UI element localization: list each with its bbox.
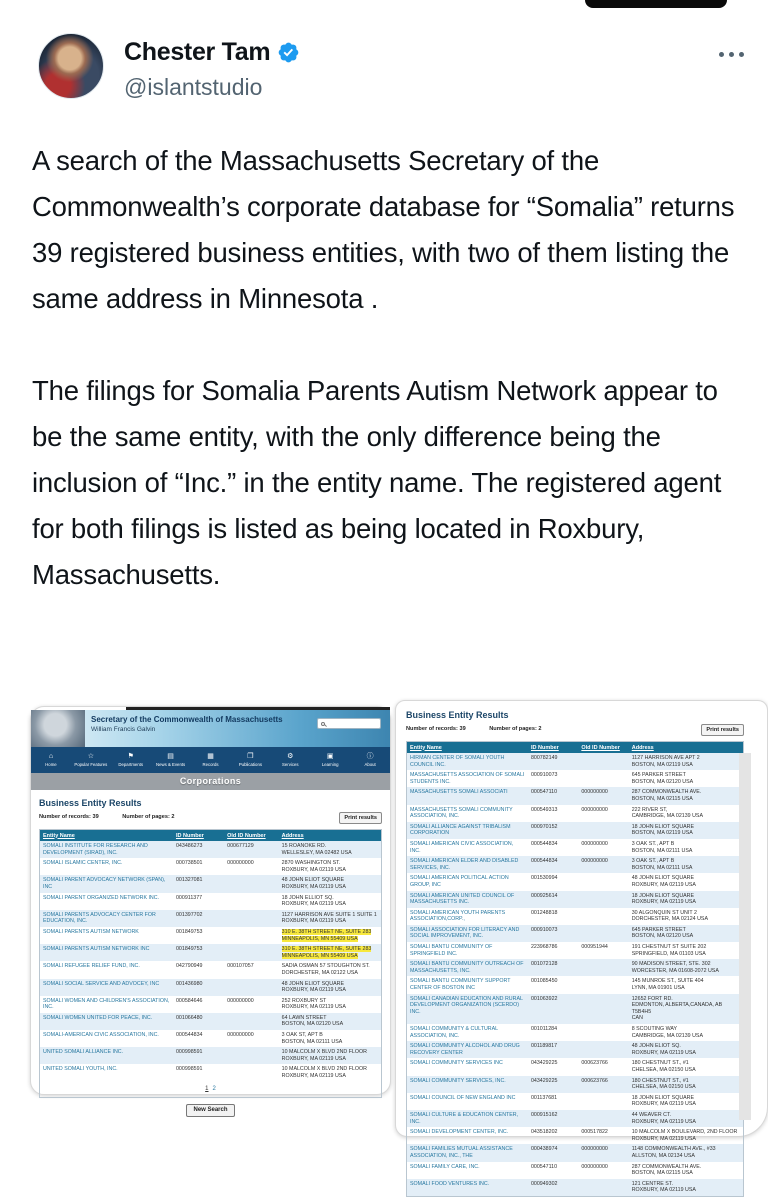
address: 48 JOHN ELIOT SQUARE ROXBURY, MA 02119 USA <box>279 979 381 996</box>
old-id-number: 000000000 <box>578 856 628 873</box>
nav-label: About <box>364 762 376 767</box>
page-link-2[interactable]: 2 <box>212 1085 216 1092</box>
table-row <box>407 891 743 908</box>
entity-link[interactable]: SOMALI AMERICAN CIVIC ASSOCIATION, INC. <box>410 840 514 854</box>
id-number: 001137681 <box>530 1094 558 1101</box>
top-black-bar <box>585 0 727 8</box>
table-row <box>407 787 743 804</box>
nav-label: Publications <box>238 762 262 767</box>
results-heading: Business Entity Results <box>39 798 142 808</box>
id-number: 043429225 <box>528 1076 578 1093</box>
table-row <box>407 1127 743 1144</box>
column-header[interactable]: Old ID Number <box>578 742 628 753</box>
column-header[interactable]: ID Number <box>173 830 224 841</box>
id-number: 001189817 <box>528 1041 578 1058</box>
id-number: 000998591 <box>173 1047 224 1064</box>
table-row <box>40 910 381 927</box>
entity-results-table-left <box>40 830 381 1082</box>
entity-link[interactable]: SOMALI PARENT ADVOCACY NETWORK (SPAN), INC <box>43 877 166 890</box>
old-id-number: 000677129 <box>224 841 279 858</box>
id-number: 001327081 <box>173 875 224 892</box>
id-number: 000915162 <box>528 1110 578 1127</box>
id-number: 000547110 <box>528 787 578 804</box>
table-row <box>407 976 743 993</box>
column-header[interactable]: Entity Name <box>407 742 528 753</box>
old-id-number <box>578 1024 628 1041</box>
id-number: 001072128 <box>528 959 578 976</box>
old-id-number <box>224 893 279 910</box>
entity-link[interactable]: SOMALI COMMUNITY SERVICES INC <box>410 1060 503 1067</box>
site-header <box>31 710 390 747</box>
address: 222 RIVER ST, CAMBRIDGE, MA 02139 USA <box>631 806 703 820</box>
address: 180 CHESTNUT ST., #1 CHELSEA, MA 02150 USA <box>631 1060 696 1073</box>
entity-link[interactable]: SOMALI ALLIANCE AGAINST TRIBALISM CORPORATION <box>410 823 511 837</box>
table-row <box>407 873 743 890</box>
address: 3 OAK ST., APT B BOSTON, MA 02111 USA <box>631 840 693 854</box>
id-number: 000970152 <box>528 822 578 839</box>
address: 310 E. 38TH STREET NE, SUITE 283 MINNEAPOLIS, MN 55409 USA <box>279 944 381 961</box>
entity-link[interactable]: SOMALI FAMILY CARE, INC. <box>410 1163 480 1170</box>
old-id-number: 000517822 <box>581 1129 608 1136</box>
old-id-number <box>578 1110 628 1127</box>
entity-link[interactable]: SOMALI AMERICAN UNITED COUNCIL OF MASSACHUSETTS INC. <box>410 892 515 906</box>
entity-link[interactable]: SOMALI AMERICAN YOUTH PARENTS ASSOCIATION,CORP., <box>410 909 506 923</box>
column-header[interactable]: Entity Name <box>40 830 173 841</box>
entity-link[interactable]: SOMALI BANTU COMMUNITY OF SPRINGFIELD INC. <box>410 944 493 957</box>
old-id-number: 000000000 <box>581 806 608 813</box>
entity-link[interactable]: SOMALI ISLAMIC CENTER, INC. <box>43 860 123 867</box>
entity-link[interactable]: SOMALI PARENTS AUTISM NETWORK INC <box>43 946 150 953</box>
old-id-number <box>578 925 628 942</box>
old-id-number: 000000000 <box>578 787 628 804</box>
id-number: 000911377 <box>175 894 203 901</box>
old-id-number <box>224 979 279 996</box>
pages-count: Number of pages: 2 <box>489 726 542 732</box>
id-number: 000910073 <box>530 772 558 779</box>
id-number: 000547110 <box>530 1163 558 1170</box>
entity-link[interactable]: SOMALI COMMUNITY ALCOHOL AND DRUG RECOVERY CENTER <box>410 1043 520 1056</box>
old-id-number: 000623766 <box>581 1060 608 1067</box>
entity-link[interactable]: MASSACHUSETTS ASSOCIATION OF SOMALI STUDENTS INC. <box>410 772 525 785</box>
id-number: 001397702 <box>173 910 224 927</box>
id-number: 001849753 <box>173 944 224 961</box>
dot-icon <box>729 52 734 57</box>
address: 18 JOHN ELIOT SQUARE ROXBURY, MA 02119 USA <box>631 1094 696 1108</box>
nav-item-home[interactable] <box>31 747 71 773</box>
site-subtitle: William Francis Galvin <box>91 726 156 733</box>
id-number: 043486273 <box>173 841 224 858</box>
entity-link[interactable]: SOMALI WOMEN AND CHILDREN'S ASSOCIATION, INC. <box>43 997 170 1011</box>
old-id-number <box>578 959 628 976</box>
id-number: 800782149 <box>528 753 578 770</box>
author-block <box>124 38 300 101</box>
table-row <box>40 1030 381 1047</box>
id-number: 042790949 <box>175 963 203 970</box>
address: 10 MALCOLM X BLVD 2ND FLOOR ROXBURY, MA 02119 USA <box>279 1047 381 1064</box>
table-row <box>407 994 743 1024</box>
table-row <box>40 1064 381 1081</box>
table-row <box>407 753 743 770</box>
entity-link[interactable]: SOMALI REFUGEE RELIEF FUND, INC. <box>43 963 140 970</box>
address: 15 ROANOKE RD. WELLESLEY, MA 02482 USA <box>279 841 381 858</box>
gear-icon: ⚙ <box>287 753 294 760</box>
dot-icon <box>739 52 744 57</box>
table-row <box>407 1024 743 1041</box>
new-search-button[interactable]: New Search <box>186 1104 234 1117</box>
old-id-number: 000951944 <box>581 944 608 951</box>
old-id-number <box>224 927 279 944</box>
records-count: Number of records: 39 <box>39 814 99 820</box>
star-icon: ☆ <box>87 753 94 760</box>
entity-link[interactable]: HIRMAN CENTER OF SOMALI YOUTH COUNCIL INC. <box>410 755 505 768</box>
table-row <box>407 770 743 787</box>
entity-link[interactable]: SOMALI COUNCIL OF NEW ENGLAND INC <box>410 1094 516 1101</box>
address: 18 JOHN ELIOT SQUARE BOSTON, MA 02119 USA <box>629 822 743 839</box>
table-row <box>407 959 743 976</box>
entity-link[interactable]: MASSACHUSETTS SOMALI ASSOCIATI <box>410 789 508 796</box>
entity-link[interactable]: SOMALI PARENTS AUTISM NETWORK <box>43 928 139 935</box>
results-heading: Business Entity Results <box>406 710 509 720</box>
id-number: 001248818 <box>530 909 558 916</box>
old-id-number <box>224 910 279 927</box>
old-id-number <box>578 753 628 770</box>
address: 121 CENTRE ST. ROXBURY, MA 02119 USA <box>629 1179 743 1196</box>
entity-link[interactable]: SOMALI AMERICAN ELDER AND DISABLED SERVICES, INC. <box>410 858 519 871</box>
table-row <box>407 1162 743 1179</box>
nav-item-services[interactable] <box>270 747 310 773</box>
id-number: 000544834 <box>175 1032 203 1039</box>
id-number: 000949302 <box>528 1179 578 1196</box>
address: 645 PARKER STREET BOSTON, MA 02120 USA <box>631 772 694 785</box>
avatar[interactable] <box>38 33 104 99</box>
old-id-number <box>578 994 628 1024</box>
nav-label: Popular Features <box>74 762 108 767</box>
entity-link[interactable]: SOMALI FAMILIES MUTUAL ASSISTANCE ASSOCIATION, INC., THE <box>410 1146 513 1159</box>
entity-link[interactable]: SOMALI PARENT ORGANIZED NETWORK INC. <box>43 894 160 901</box>
nav-label: Learning <box>321 762 339 767</box>
table-row <box>40 996 381 1013</box>
address: 18 JOHN ELLIOT SQ. ROXBURY, MA 02119 USA <box>281 894 346 908</box>
old-id-number <box>224 1064 279 1081</box>
id-number: 000544834 <box>528 856 578 873</box>
old-id-number <box>578 822 628 839</box>
table-row <box>407 1179 743 1196</box>
id-number: 043429225 <box>530 1060 558 1067</box>
old-id-number: 000107057 <box>227 963 254 970</box>
id-number: 000998591 <box>175 1066 203 1073</box>
address: 645 PARKER STREET BOSTON, MA 02120 USA <box>629 925 743 942</box>
home-icon: ⌂ <box>48 753 54 760</box>
records-count: Number of records: 39 <box>406 726 466 732</box>
table-row <box>407 1058 743 1075</box>
old-id-number: 000000000 <box>227 997 254 1004</box>
entity-link[interactable]: UNITED SOMALI YOUTH, INC. <box>43 1066 118 1073</box>
table-row <box>40 961 381 978</box>
table-row <box>407 925 743 942</box>
column-header[interactable]: Address <box>629 742 743 753</box>
nav-item-records[interactable] <box>191 747 231 773</box>
corporations-banner: Corporations <box>31 773 390 790</box>
entity-link[interactable]: SOMALI FOOD VENTURES INC. <box>410 1180 490 1187</box>
address: 145 MUNROE ST., SUITE 404 LYNN, MA 01901 USA <box>631 978 704 992</box>
id-number: 000738501 <box>175 860 203 867</box>
table-row <box>407 822 743 839</box>
results-section-left <box>31 790 390 1117</box>
old-id-number <box>578 1041 628 1058</box>
address: 48 JOHN ELIOT SQ. ROXBURY, MA 02119 USA <box>629 1041 743 1058</box>
table-row <box>407 942 743 959</box>
address: 44 WEAVER CT. ROXBURY, MA 02119 USA <box>629 1110 743 1127</box>
address: 1127 HARRISON AVE APT 2 BOSTON, MA 02119 USA <box>629 753 743 770</box>
nav-item-learning[interactable] <box>310 747 350 773</box>
nav-item-popular-features[interactable] <box>71 747 111 773</box>
id-number: 000438974 <box>528 1144 578 1161</box>
id-number: 000549313 <box>530 806 558 813</box>
print-results-button[interactable]: Print results <box>339 812 382 824</box>
entity-link[interactable]: SOMALI CANADIAN EDUCATION AND RURAL DEVELOPMENT ORGANIZATION (SCERDO) INC. <box>410 995 523 1015</box>
column-header[interactable]: Old ID Number <box>224 830 279 841</box>
table-row <box>40 893 381 910</box>
tweet-image-attachment[interactable] <box>0 700 768 1194</box>
nav-label: News & Events <box>156 762 186 767</box>
address: 3 OAK ST., APT B BOSTON, MA 02111 USA <box>629 856 743 873</box>
verified-badge-icon <box>277 41 300 64</box>
newspaper-icon: ▤ <box>167 753 174 760</box>
entity-link[interactable]: MASSACHUSETTS SOMALI COMMUNITY ASSOCIATION, INC. <box>410 806 513 820</box>
address: 90 MADISON STREET, STE. 302 WORCESTER, MA 01608-2072 USA <box>629 959 743 976</box>
tweet-paragraph: A search of the Massachusetts Secretary of the Commonwealth’s corporate database for “Somalia” returns 39 registered business entities, with two of them listing the same address in Minnesota . <box>32 145 735 314</box>
old-id-number: 000000000 <box>578 1144 628 1161</box>
site-search-input[interactable] <box>317 718 381 729</box>
address: 287 COMMONWEALTH AVE. BOSTON, MA 02115 USA <box>631 1163 702 1177</box>
address: 8 SCOUTING WAY CAMBRIDGE, MA 02139 USA <box>631 1026 703 1039</box>
table-row <box>40 1013 381 1030</box>
address: 3 OAK ST, APT B BOSTON, MA 02111 USA <box>281 1032 343 1045</box>
old-id-number <box>224 875 279 892</box>
screenshot-left <box>30 706 391 1114</box>
nav-item-publications[interactable] <box>230 747 270 773</box>
display-name[interactable]: Chester Tam <box>124 38 271 66</box>
address: 252 ROXBURY ST ROXBURY, MA 02119 USA <box>281 997 346 1011</box>
address: 30 ALGONQUIN ST UNIT 2 DORCHESTER, MA 02124 USA <box>631 909 708 923</box>
entity-link[interactable]: SOMALI CULTURE & EDUCATION CENTER, INC. <box>410 1111 519 1125</box>
address: 180 CHESTNUT ST., #1 CHELSEA, MA 02150 USA <box>629 1076 743 1093</box>
table-row <box>40 979 381 996</box>
address: 10 MALCOLM X BLVD 2ND FLOOR ROXBURY, MA 02119 USA <box>281 1066 367 1080</box>
address: SADIA OSMAN 57 STOUGHTON ST. DORCHESTER, MA 02122 USA <box>281 963 370 976</box>
departments-icon: ⚑ <box>127 753 134 760</box>
galvin-photo <box>31 710 85 747</box>
old-id-number <box>578 891 628 908</box>
address: 12652 FORT RD. EDMONTON, ALBERTA,CANADA, AB T5B4H5 CAN <box>629 994 743 1024</box>
id-number: 001530994 <box>530 875 558 882</box>
address: 287 COMMONWEALTH AVE. BOSTON, MA 02115 USA <box>629 787 743 804</box>
nav-item-departments[interactable] <box>111 747 151 773</box>
id-number: 001849753 <box>175 928 203 935</box>
pagination <box>40 1082 381 1097</box>
address: 191 CHESTNUT ST SUITE 202 SPRINGFIELD, MA 01103 USA <box>631 944 707 957</box>
entity-link[interactable]: SOMALI PARENTS ADVOCACY CENTER FOR EDUCATION, INC. <box>43 911 156 925</box>
entity-link[interactable]: SOMALI AMERICAN POLITICAL ACTION GROUP, INC <box>410 875 509 888</box>
table-row <box>407 1041 743 1058</box>
id-number: 043518202 <box>530 1129 558 1136</box>
column-header[interactable]: Address <box>279 830 381 841</box>
table-row <box>407 1093 743 1110</box>
old-id-number <box>224 1047 279 1064</box>
entity-link[interactable]: SOMALI INSTITUTE FOR RESEARCH AND DEVELOPMENT (SIRAD), INC. <box>43 843 148 856</box>
old-id-number <box>578 908 628 925</box>
entity-results-table-right <box>407 742 743 1196</box>
old-id-number <box>578 976 628 993</box>
pages-count: Number of pages: 2 <box>122 814 175 820</box>
address: 1148 COMMONWEALTH AVE., #33 ALLSTON, MA 02134 USA <box>629 1144 743 1161</box>
screenshot-right <box>395 700 768 1194</box>
page-link-1[interactable]: 1 <box>205 1085 209 1092</box>
old-id-number: 000000000 <box>581 840 608 847</box>
address: 310 E. 38TH STREET NE, SUITE 283 MINNEAPOLIS, MN 55409 USA <box>281 928 372 942</box>
address: 64 LAWN STREET BOSTON, MA 02120 USA <box>279 1013 381 1030</box>
table-row <box>407 839 743 856</box>
entity-link[interactable]: SOMALI COMMUNITY SERVICES, INC. <box>410 1077 506 1084</box>
id-number: 001063922 <box>528 994 578 1024</box>
old-id-number <box>224 944 279 961</box>
nav-item-news-events[interactable] <box>151 747 191 773</box>
id-number: 223968786 <box>530 944 558 951</box>
entity-link[interactable]: SOMALI WOMEN UNITED FOR PEACE, INC. <box>43 1014 153 1021</box>
nav-label: Records <box>202 762 219 767</box>
nav-label: Services <box>282 762 299 767</box>
table-row <box>40 875 381 892</box>
table-row <box>407 1144 743 1161</box>
column-header[interactable]: ID Number <box>528 742 578 753</box>
table-row <box>40 1047 381 1064</box>
table-row <box>407 908 743 925</box>
info-icon: ⓘ <box>366 753 374 760</box>
address: 1127 HARRISON AVE SUITE 1 SUITE 1 ROXBURY, MA 02119 USA <box>279 910 381 927</box>
book-icon: ❐ <box>247 753 254 760</box>
table-row <box>407 856 743 873</box>
old-id-number <box>578 873 628 890</box>
old-id-number <box>224 1013 279 1030</box>
tweet-paragraph: The filings for Somalia Parents Autism Network appear to be the same entity, with the only difference being the inclusion of “Inc.” in the entity name. The registered agent for both filings is listed as being located in Roxbury, Massachusetts. <box>32 375 722 590</box>
id-number: 001066480 <box>173 1013 224 1030</box>
table-row <box>407 1076 743 1093</box>
id-number: 001011284 <box>530 1026 558 1032</box>
entity-link[interactable]: SOMALI BANTU COMMUNITY OUTREACH OF MASSACHUSETTS, INC. <box>410 961 524 974</box>
dot-icon <box>719 52 724 57</box>
table-row <box>40 927 381 944</box>
old-id-number: 000000000 <box>227 860 254 867</box>
address: 48 JOHN ELIOT SQUARE ROXBURY, MA 02119 USA <box>631 875 696 888</box>
old-id-number <box>578 1093 628 1110</box>
nav-label: Home <box>45 762 57 767</box>
table-row <box>40 858 381 875</box>
entity-link[interactable]: SOMALI BANTU COMMUNITY SUPPORT CENTER OF BOSTON INC <box>410 978 511 992</box>
search-icon <box>321 722 325 726</box>
nav-item-about[interactable] <box>350 747 390 773</box>
tweet-text <box>32 138 740 644</box>
id-number: 001436980 <box>173 979 224 996</box>
more-options-button[interactable] <box>719 52 744 57</box>
old-id-number: 000000000 <box>227 1032 254 1039</box>
table-row <box>40 944 381 961</box>
id-number: 000544834 <box>530 840 558 847</box>
entity-link[interactable]: SOMALI SOCIAL SERVICE AND ADVOCEY, INC <box>43 980 160 987</box>
id-number: 000925614 <box>528 891 578 908</box>
site-nav-bar <box>31 747 390 773</box>
old-id-number: 000623766 <box>578 1076 628 1093</box>
entity-link[interactable]: SOMALI COMMUNITY & CULTURAL ASSOCIATION, INC. <box>410 1026 498 1039</box>
print-results-button[interactable]: Print results <box>701 724 744 736</box>
nav-label: Departments <box>118 762 144 767</box>
scrollbar[interactable] <box>739 753 751 1120</box>
table-row <box>40 841 381 858</box>
old-id-number <box>578 1179 628 1196</box>
site-title: Secretary of the Commonwealth of Massachusetts <box>91 715 283 724</box>
monitor-icon: ▣ <box>326 753 334 760</box>
entity-link[interactable]: UNITED SOMALI ALLIANCE INC. <box>43 1049 124 1056</box>
id-number: 000910073 <box>528 925 578 942</box>
entity-link[interactable]: SOMALI ASSOCIATION FOR LITERACY AND SOCIAL IMPROVEMENT, INC. <box>410 926 520 940</box>
entity-link[interactable]: SOMALI DEVELOPMENT CENTER, INC. <box>410 1129 509 1136</box>
address: 10 MALCOLM X BOULEVARD, 2ND FLOOR ROXBURY, MA 02119 USA <box>631 1129 738 1142</box>
address: 18 JOHN ELIOT SQUARE ROXBURY, MA 02119 USA <box>629 891 743 908</box>
records-icon: ▦ <box>207 753 214 760</box>
table-row <box>407 805 743 822</box>
address: 2870 WASHINGTON ST. ROXBURY, MA 02119 USA <box>281 860 346 873</box>
address: 48 JOHN ELIOT SQUARE ROXBURY, MA 02119 USA <box>279 875 381 892</box>
id-number: 001085450 <box>530 978 558 985</box>
user-handle[interactable]: @islantstudio <box>124 74 263 100</box>
old-id-number <box>578 770 628 787</box>
table-row <box>407 1110 743 1127</box>
id-number: 000584646 <box>175 997 203 1004</box>
entity-link[interactable]: SOMALI-AMERICAN CIVIC ASSOCIATION, INC. <box>43 1032 159 1039</box>
old-id-number: 000000000 <box>581 1163 608 1170</box>
